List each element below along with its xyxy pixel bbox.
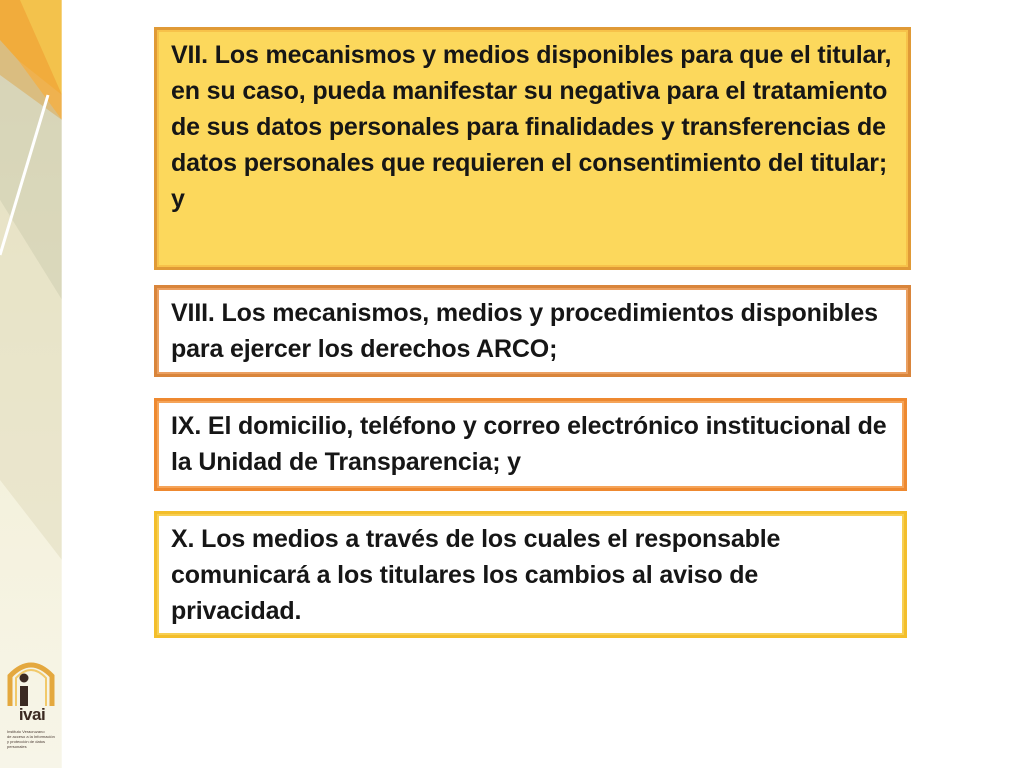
item-text: . Los mecanismos, medios y procedimientos disponibles para ejercer los derechos ARCO; [171,299,878,363]
item-vii-box [154,27,911,270]
ivai-emblem-icon [4,656,58,708]
item-text: . Los mecanismos y medios disponibles para que el titular, en su caso, pueda manifestar su negativa para el tratamiento de sus datos personales para finalidades y transferencias de datos personales que requieren el consentimiento del titular; y [171,41,892,213]
ivai-logo [4,656,58,752]
logo-wordmark: ivai [18,705,46,724]
logo-caption: Instituto Veracruzano de acceso a la Información y protección de datos personales [7,729,55,749]
item-numeral: VIII [171,299,208,327]
item-numeral: X [171,525,188,553]
item-ix-box [154,398,907,491]
item-numeral: VII [171,41,202,69]
item-text: . El domicilio, teléfono y correo electrónico institucional de la Unidad de Transparencia; y [171,412,887,476]
item-text: . Los medios a través de los cuales el responsable comunicará a los titulares los cambios al aviso de privacidad. [171,525,781,625]
left-decorative-strip [0,0,62,768]
decorative-shapes [0,0,62,768]
item-viii-box [154,285,911,377]
item-x-box [154,511,907,638]
item-numeral: IX [171,412,195,440]
